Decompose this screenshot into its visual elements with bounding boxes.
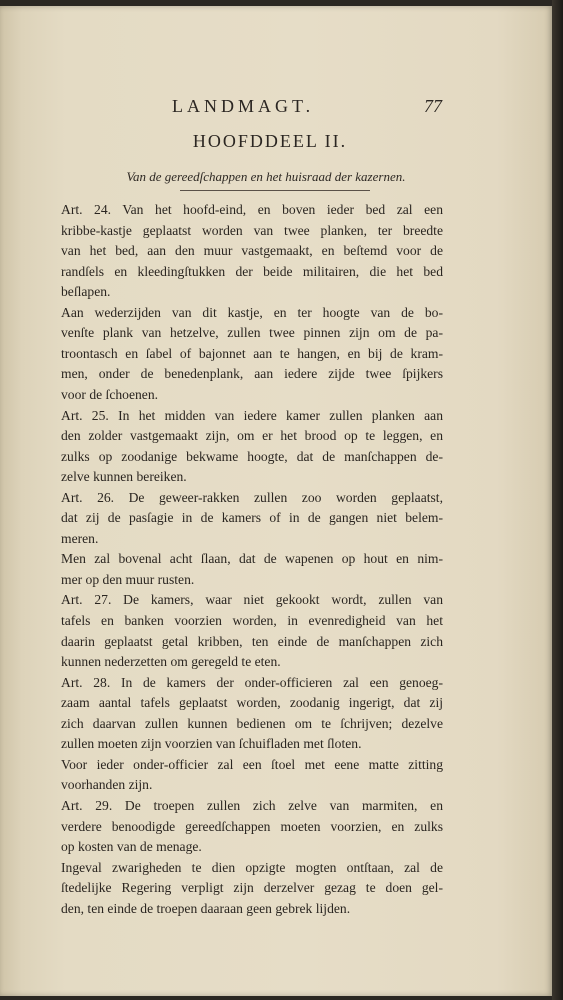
text-line: Art. 26. De geweer-rakken zullen zoo worden geplaatst, xyxy=(61,489,443,505)
text-line: voorhanden zijn. xyxy=(61,777,153,793)
text-line: daarin geplaatst getal kribben, ten einde de manſchappen zich xyxy=(61,633,443,649)
text-line: zulks op zoodanige bekwame hoogte, dat de manſchappen de- xyxy=(61,448,443,464)
text-line: zelve kunnen bereiken. xyxy=(61,469,187,485)
text-line: van het bed, aan den muur vastgemaakt, en beſtemd voor de xyxy=(61,243,443,259)
text-line: men, onder de benedenplank, aan iedere zijde twee ſpijkers xyxy=(61,366,443,382)
text-line: kunnen nederzetten om geregeld te eten. xyxy=(61,654,281,670)
text-line: op kosten van de menage. xyxy=(61,839,202,855)
text-line: meren. xyxy=(61,530,99,546)
text-line: Ingeval zwarigheden te dien opzigte mogten ontſtaan, zal de xyxy=(61,859,443,875)
text-line: Art. 28. In de kamers der onder-officieren zal een genoeg- xyxy=(61,674,443,690)
text-line: Voor ieder onder-officier zal een ſtoel met eene matte zitting xyxy=(61,756,443,772)
text-line: Art. 29. De troepen zullen zich zelve van marmiten, en xyxy=(61,797,443,813)
chapter-title-text: HOOFDDEEL II. xyxy=(192,131,348,151)
text-line: dat zij de pasſagie in de kamers of in de gangen niet belem- xyxy=(61,510,443,526)
page-edge xyxy=(552,0,563,1000)
text-line: zullen moeten zijn voorzien van ſchuifladen met ſloten. xyxy=(61,736,362,752)
text-line: den, ten einde de troepen daaraan geen gebrek lijden. xyxy=(61,900,351,916)
chapter-subtitle xyxy=(0,169,552,185)
text-line: Art. 24. Van het hoofd-eind, en boven ieder bed zal een xyxy=(61,202,443,217)
text-line: beſlapen. xyxy=(61,284,111,300)
text-line: den zolder vastgemaakt zijn, om er het brood op te leggen, en xyxy=(61,428,443,444)
chapter-subtitle-text: Van de gereedſchappen en het huisraad der kazernen. xyxy=(126,169,406,184)
text-line: ſtedelijke Regering verpligt zijn derzelver gezag te doen gel- xyxy=(61,880,443,896)
page-number: 77 xyxy=(424,96,442,116)
text-line: zaam aantal tafels geplaatst worden, zoodanig ingerigt, dat zij xyxy=(61,695,443,711)
text-line: Men zal bovenal acht ſlaan, dat de wapenen op hout en nim- xyxy=(61,551,443,567)
chapter-title xyxy=(0,131,552,152)
text-line: randſels en kleedingſtukken der beide militairen, die het bed xyxy=(61,263,443,279)
text-line: Aan wederzijden van dit kastje, en ter hoogte van de bo- xyxy=(61,304,443,320)
text-line: verdere benoodigde gereedſchappen moeten voorzien, en zulks xyxy=(61,818,443,834)
text-line: troontasch en ſabel of bajonnet aan te hangen, en bij de kram- xyxy=(61,345,443,361)
text-line: voor de ſchoenen. xyxy=(61,386,159,402)
text-line: venſte plank van hetzelve, zullen twee pinnen zijn om de pa- xyxy=(61,325,443,341)
running-head xyxy=(0,96,552,118)
subtitle-rule xyxy=(180,190,370,191)
text-line: zich daarvan zullen kunnen bedienen om te ſchrijven; dezelve xyxy=(61,715,443,731)
running-title: LANDMAGT. xyxy=(172,96,315,116)
text-line: tafels en banken voorzien worden, in evenredigheid van het xyxy=(61,613,443,628)
text-line: mer op den muur rusten. xyxy=(61,571,195,587)
text-line: Art. 27. De kamers, waar niet gekookt wordt, zullen van xyxy=(61,592,443,608)
text-line: Art. 25. In het midden van iedere kamer zullen planken aan xyxy=(61,407,443,423)
text-line: kribbe-kastje geplaatst worden van twee planken, ter breedte xyxy=(61,222,443,238)
